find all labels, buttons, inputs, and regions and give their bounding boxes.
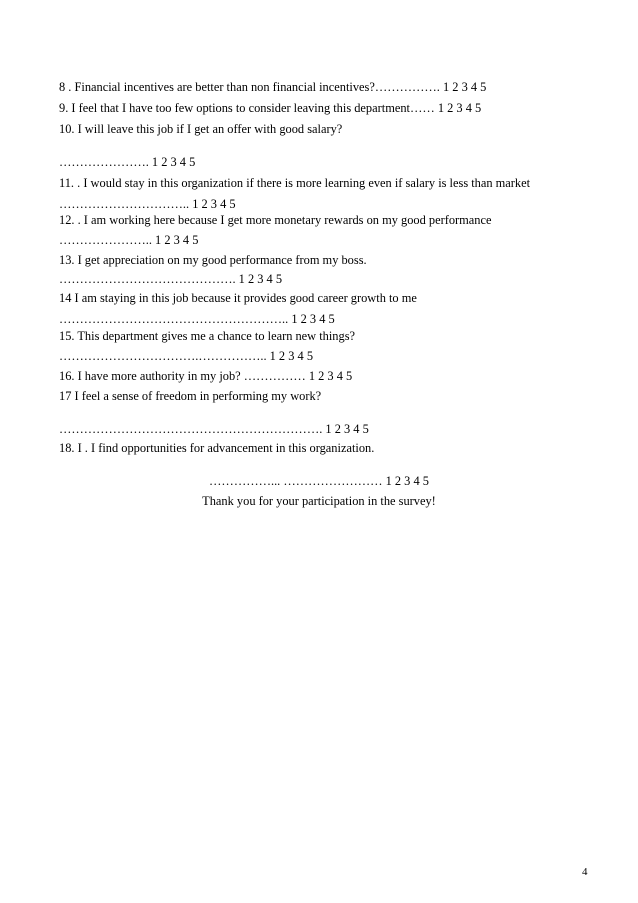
rating-scale-15: …………………………….…………….. 1 2 3 4 5	[59, 349, 314, 363]
question-17: 17 I feel a sense of freedom in performing my work?	[59, 389, 322, 403]
rating-scale-14: ……………………………………………….. 1 2 3 4 5	[59, 312, 335, 326]
thank-you-message: Thank you for your participation in the survey!	[202, 494, 436, 508]
question-15: 15. This department gives me a chance to learn new things?	[59, 329, 356, 343]
question-8: 8 . Financial incentives are better than non financial incentives?……………. 1 2 3 4 5	[59, 80, 487, 94]
question-11: 11. . I would stay in this organization if there is more learning even if salary is less than market	[59, 176, 531, 190]
question-14: 14 I am staying in this job because it provides good career growth to me	[59, 291, 417, 305]
question-12: 12. . I am working here because I get more monetary rewards on my good performance	[59, 213, 492, 227]
rating-scale-12: ………………….. 1 2 3 4 5	[59, 233, 199, 247]
rating-scale-11: ………………………….. 1 2 3 4 5	[59, 197, 236, 211]
rating-scale-13: ……………………………………. 1 2 3 4 5	[59, 272, 283, 286]
page-number: 4	[582, 866, 588, 878]
question-9: 9. I feel that I have too few options to consider leaving this department…… 1 2 3 4 5	[59, 101, 482, 115]
question-13: 13. I get appreciation on my good performance from my boss.	[59, 253, 367, 267]
question-16: 16. I have more authority in my job? …………… 1 2 3 4 5	[59, 369, 353, 383]
question-10: 10. I will leave this job if I get an offer with good salary?	[59, 122, 343, 136]
question-18: 18. I . I find opportunities for advancement in this organization.	[59, 441, 375, 455]
rating-scale-10: …………………. 1 2 3 4 5	[59, 155, 196, 169]
rating-scale-18: ……………... …………………… 1 2 3 4 5	[209, 474, 429, 488]
rating-scale-17: ………………………………………………………. 1 2 3 4 5	[59, 422, 369, 436]
